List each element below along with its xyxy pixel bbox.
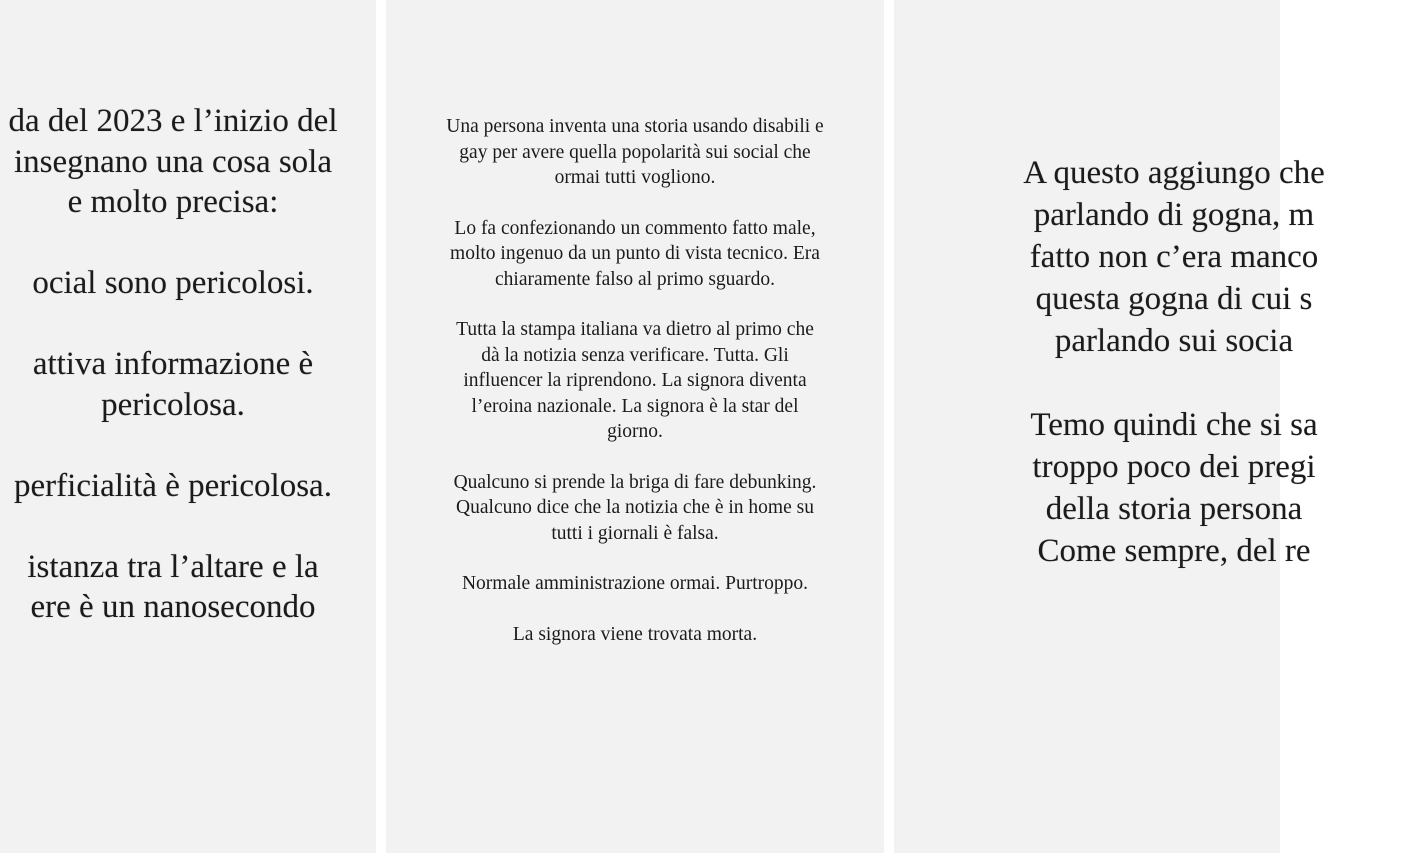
text-line: e molto precisa:	[67, 184, 279, 220]
text-line: dà la notizia senza verificare. Tutta. Gli	[481, 344, 789, 366]
text-line: ere è un nanosecondo	[30, 589, 316, 625]
paragraph-gap	[924, 362, 1424, 404]
text-line: Come sempre, del re	[1037, 533, 1311, 569]
text-line: Una persona inventa una storia usando disabili e	[446, 116, 824, 137]
text-line: Lo fa confezionando un commento fatto male,	[454, 217, 816, 239]
text-line: istanza tra l’altare e la	[27, 548, 319, 585]
text-line: giorno.	[607, 421, 663, 442]
text-line: insegnano una cosa sola	[14, 143, 332, 180]
story-panel-right	[894, 0, 1325, 853]
text-line: parlando sui socia	[1054, 323, 1294, 359]
paragraph-gap	[386, 292, 884, 317]
story-text-middle	[386, 114, 884, 647]
story-panel-left	[0, 0, 376, 853]
text-line: fatto non c’era manco	[1029, 239, 1319, 275]
text-line: attiva informazione è	[32, 346, 314, 382]
text-line: tutti i giornali è falsa.	[551, 522, 719, 544]
text-line: La signora viene trovata morta.	[512, 623, 758, 645]
text-line: Tutta la stampa italiana va dietro al primo che	[456, 319, 814, 340]
text-line: perficialità è pericolosa.	[14, 467, 332, 504]
text-line: troppo poco dei pregi	[1032, 449, 1316, 485]
text-line: chiaramente falso al primo sguardo.	[495, 268, 775, 290]
text-line: questa gogna di cui s	[1035, 281, 1313, 317]
text-line: da del 2023 e l’inizio del	[8, 103, 338, 139]
text-line: influencer la riprendono. La signora diventa	[463, 370, 807, 391]
text-line: Qualcuno si prende la briga di fare debunking.	[453, 471, 817, 493]
paragraph-gap	[386, 445, 884, 470]
text-line: gay per avere quella popolarità sui social che	[459, 141, 811, 163]
text-line: Qualcuno dice che la notizia che è in home su	[456, 497, 814, 518]
paragraph-gap	[386, 546, 884, 571]
text-line: ormai tutti vogliono.	[554, 167, 716, 188]
text-line: Normale amministrazione ormai. Purtroppo.	[461, 573, 809, 594]
text-line: molto ingenuo da un punto di vista tecnico. Era	[450, 243, 820, 264]
text-line: della storia persona	[1045, 491, 1303, 527]
paragraph-gap	[386, 191, 884, 216]
story-text-right	[924, 152, 1424, 572]
text-line: Temo quindi che si sa	[1030, 407, 1318, 443]
text-line: pericolosa.	[101, 386, 245, 423]
paragraph-gap	[386, 597, 884, 622]
text-line: parlando di gogna, m	[1033, 197, 1315, 233]
text-line: ocial sono pericolosi.	[32, 265, 314, 301]
text-line: A questo aggiungo che	[1023, 155, 1325, 191]
story-panel-middle	[386, 0, 884, 853]
text-line: l’eroina nazionale. La signora è la star del	[471, 395, 799, 417]
